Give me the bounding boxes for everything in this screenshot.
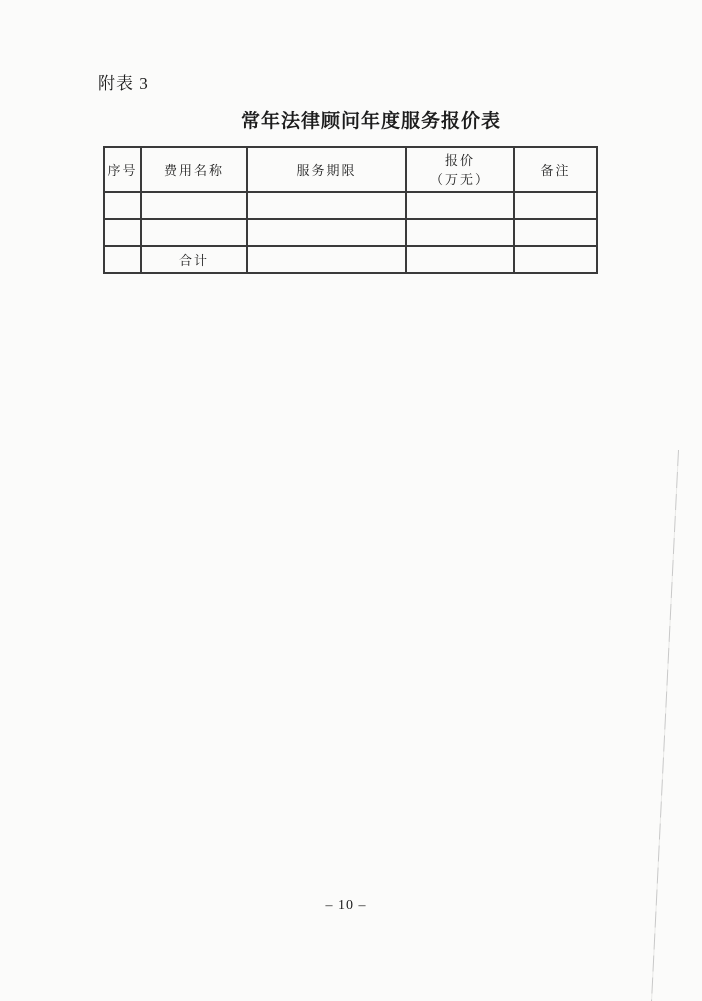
table-row-total — [104, 246, 597, 273]
quote-header-line2: （万无） — [429, 171, 490, 187]
cell-row1-quote — [406, 192, 514, 219]
cell-total-quote — [406, 246, 514, 273]
cell-row2-quote — [406, 219, 514, 246]
cell-row2-remarks — [514, 219, 597, 246]
table-row — [104, 192, 597, 219]
cell-row1-remarks — [514, 192, 597, 219]
column-header-service-period: 服务期限 — [247, 147, 406, 192]
column-header-remarks: 备注 — [514, 147, 597, 192]
cell-row1-index — [104, 192, 141, 219]
cell-row2-index — [104, 219, 141, 246]
cell-row2-fee — [141, 219, 247, 246]
column-header-quote — [406, 147, 514, 192]
appendix-label: 附表 3 — [98, 74, 149, 93]
cell-total-index — [104, 246, 141, 273]
cell-row1-fee — [141, 192, 247, 219]
page-number: – 10 – — [325, 898, 367, 913]
cell-row1-period — [247, 192, 406, 219]
quotation-table — [103, 146, 598, 274]
cell-row2-period — [247, 219, 406, 246]
quote-header-line1: 报价 — [444, 152, 475, 168]
cell-total-label: 合计 — [141, 246, 247, 273]
table-row — [104, 219, 597, 246]
cell-total-remarks — [514, 246, 597, 273]
page-title: 常年法律顾问年度服务报价表 — [240, 111, 501, 132]
cell-total-period — [247, 246, 406, 273]
column-header-fee-name: 费用名称 — [141, 147, 247, 192]
table-header-row — [104, 147, 597, 192]
scan-artifact-line — [651, 450, 679, 1001]
column-header-index: 序号 — [104, 147, 141, 192]
